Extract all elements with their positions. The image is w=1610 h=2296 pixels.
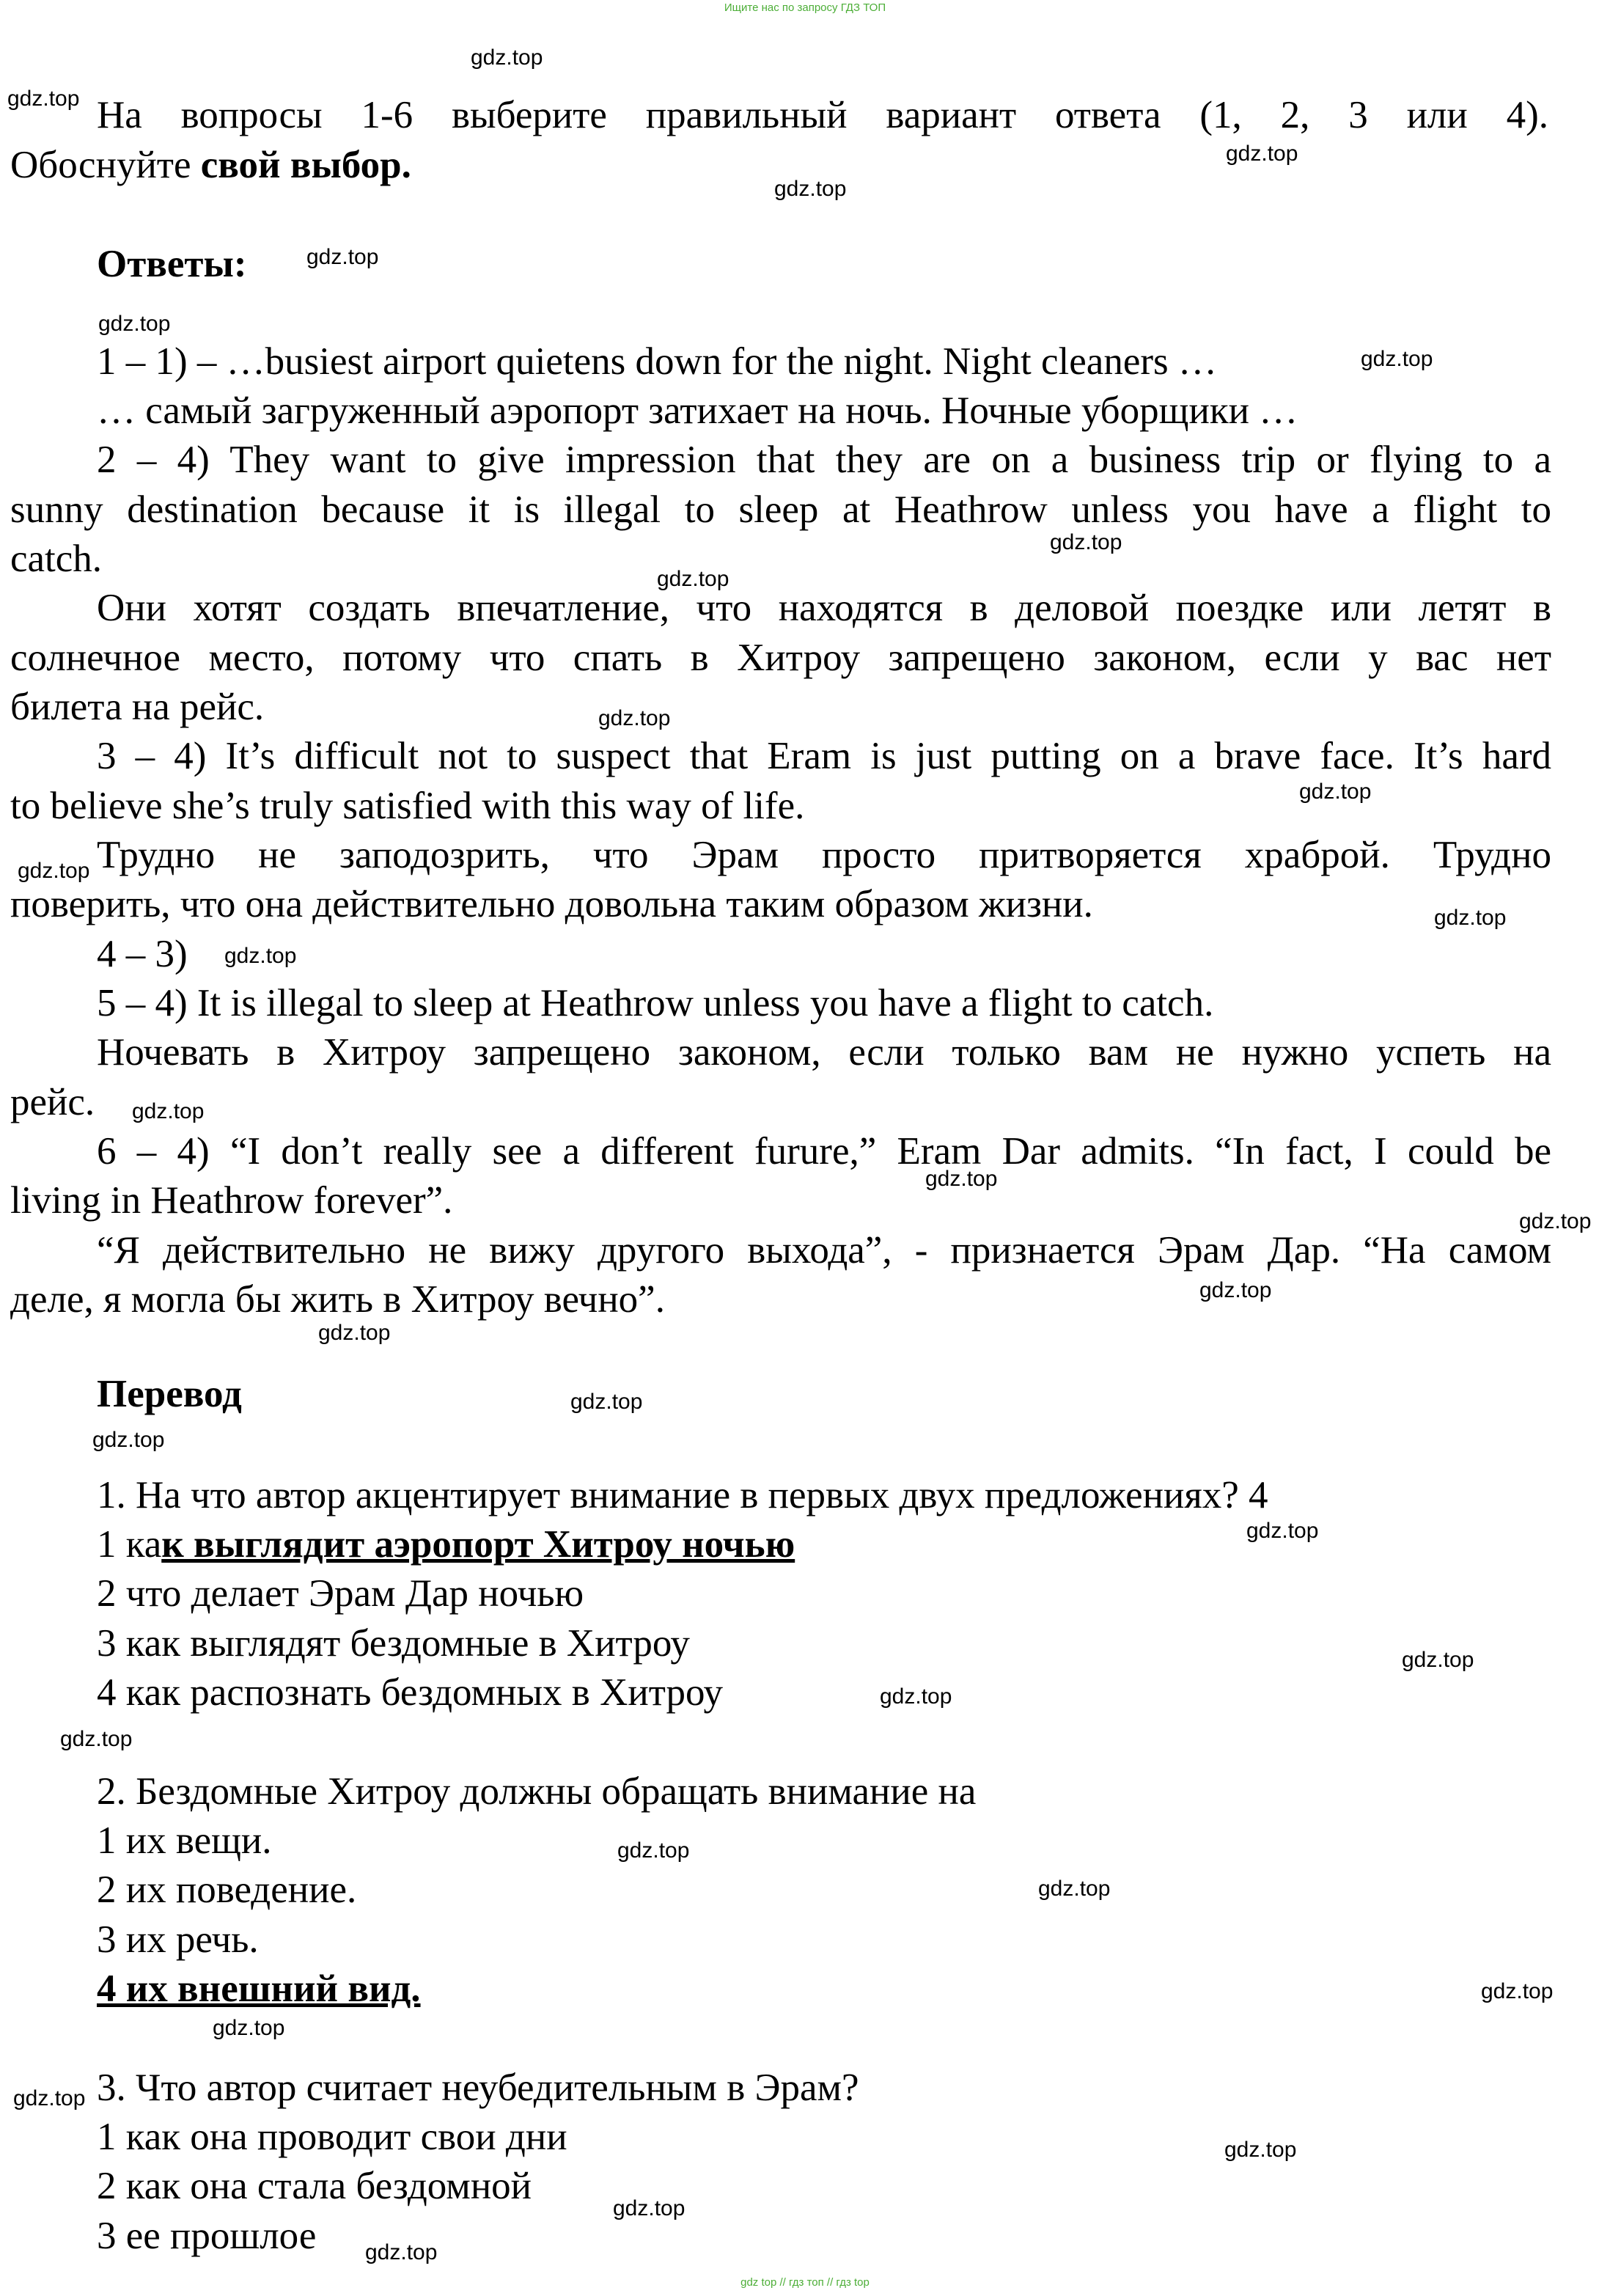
watermark: gdz.top <box>1246 1519 1319 1543</box>
watermark: gdz.top <box>1434 906 1507 930</box>
answer-4: 4 – 3) <box>97 933 188 975</box>
watermark: gdz.top <box>60 1727 133 1751</box>
answer-3-ru-2: поверить, что она действительно довольна таким образом жизни. <box>10 883 1093 925</box>
answer-3-ru-1: Трудно не заподозрить, что Эрам просто притворяется храброй. Трудно <box>97 834 1551 876</box>
watermark: gdz.top <box>1299 780 1372 804</box>
watermark: gdz.top <box>18 859 90 883</box>
watermark: gdz.top <box>1038 1877 1111 1901</box>
answer-3-en-1: 3 – 4) It’s difficult not to suspect that Eram is just putting on a brave face. It’s hard <box>97 735 1551 777</box>
answer-6-en-2: living in Heathrow forever”. <box>10 1179 453 1222</box>
watermark: gdz.top <box>98 312 171 336</box>
question-3-option-3: 3 ее прошлое <box>97 2215 317 2257</box>
answer-2-en-2: sunny destination because it is illegal to sleep at Heathrow unless you have a flight to <box>10 488 1551 531</box>
watermark: gdz.top <box>925 1167 998 1191</box>
question-1-option-1: 1 как выглядит аэропорт Хитроу ночью <box>97 1523 795 1566</box>
question-3-option-1: 1 как она проводит свои дни <box>97 2116 567 2158</box>
watermark: gdz.top <box>1402 1648 1474 1672</box>
watermark: gdz.top <box>306 245 379 269</box>
answer-1-en: 1 – 1) – …busiest airport quietens down for the night. Night cleaners … <box>97 340 1217 383</box>
question-1: 1. На что автор акцентирует внимание в первых двух предложениях? 4 <box>97 1474 1268 1516</box>
question-3: 3. Что автор считает неубедительным в Эрам? <box>97 2066 859 2109</box>
question-3-option-2: 2 как она стала бездомной <box>97 2165 532 2207</box>
question-1-option-4: 4 как распознать бездомных в Хитроу <box>97 1671 724 1714</box>
instruction-line-1: На вопросы 1-6 выберите правильный вариант ответа (1, 2, 3 или 4). <box>97 94 1548 136</box>
question-2: 2. Бездомные Хитроу должны обращать внимание на <box>97 1770 977 1813</box>
header-note: Ищите нас по запросу ГДЗ ТОП <box>724 1 886 14</box>
watermark: gdz.top <box>880 1684 952 1709</box>
question-1-correct-answer: к выглядит аэропорт Хитроу ночью <box>161 1523 795 1566</box>
watermark: gdz.top <box>471 45 543 70</box>
footer-note: gdz top // гдз топ // гдз top <box>740 2276 870 2289</box>
watermark: gdz.top <box>1224 2138 1297 2162</box>
watermark: gdz.top <box>617 1838 690 1863</box>
question-2-option-3: 3 их речь. <box>97 1918 259 1961</box>
answer-6-en-1: 6 – 4) “I don’t really see a different furure,” Eram Dar admits. “In fact, I could be <box>97 1130 1551 1173</box>
watermark: gdz.top <box>318 1321 391 1345</box>
translation-heading: Перевод <box>97 1373 242 1415</box>
answer-5-en: 5 – 4) It is illegal to sleep at Heathrow unless you have a flight to catch. <box>97 982 1214 1024</box>
answers-heading: Ответы: <box>97 243 247 285</box>
watermark: gdz.top <box>657 567 729 591</box>
watermark: gdz.top <box>92 1428 165 1452</box>
answer-1-ru: … самый загруженный аэропорт затихает на ночь. Ночные уборщики … <box>97 389 1298 432</box>
watermark: gdz.top <box>1226 142 1298 166</box>
question-2-correct-answer: 4 их внешний вид. <box>97 1967 421 2010</box>
watermark: gdz.top <box>1519 1209 1592 1233</box>
watermark: gdz.top <box>224 944 297 968</box>
answer-5-ru-1: Ночевать в Хитроу запрещено законом, если только вам не нужно успеть на <box>97 1031 1551 1074</box>
answer-6-ru-1: “Я действительно не вижу другого выхода”, - признается Эрам Дар. “На самом <box>97 1229 1551 1272</box>
watermark: gdz.top <box>7 87 80 111</box>
watermark: gdz.top <box>570 1390 643 1414</box>
watermark: gdz.top <box>774 177 847 201</box>
instruction-bold: свой выбор. <box>200 144 411 186</box>
question-1-option-3: 3 как выглядят бездомные в Хитроу <box>97 1622 690 1665</box>
question-2-option-2: 2 их поведение. <box>97 1868 357 1911</box>
watermark: gdz.top <box>13 2086 86 2110</box>
answer-6-ru-2: деле, я могла бы жить в Хитроу вечно”. <box>10 1278 665 1321</box>
question-2-option-1: 1 их вещи. <box>97 1819 272 1862</box>
answer-2-ru-3: билета на рейс. <box>10 686 265 728</box>
watermark: gdz.top <box>1050 530 1122 554</box>
answer-5-ru-2: рейс. <box>10 1081 95 1123</box>
answer-2-en-3: catch. <box>10 538 103 580</box>
answer-2-ru-2: солнечное место, потому что спать в Хитроу запрещено законом, если у вас нет <box>10 637 1551 679</box>
watermark: gdz.top <box>1481 1979 1554 2003</box>
watermark: gdz.top <box>365 2240 438 2264</box>
answer-2-ru-1: Они хотят создать впечатление, что находятся в деловой поездке или летят в <box>97 587 1551 629</box>
watermark: gdz.top <box>1361 347 1433 371</box>
watermark: gdz.top <box>132 1099 205 1123</box>
question-1-option-2: 2 что делает Эрам Дар ночью <box>97 1572 584 1615</box>
watermark: gdz.top <box>613 2196 685 2220</box>
watermark: gdz.top <box>598 706 671 730</box>
answer-2-en-1: 2 – 4) They want to give impression that they are on a business trip or flying to a <box>97 439 1551 481</box>
watermark: gdz.top <box>1199 1278 1272 1302</box>
answer-3-en-2: to believe she’s truly satisfied with this way of life. <box>10 785 805 827</box>
watermark: gdz.top <box>213 2016 285 2040</box>
instruction-line-2: Обоснуйте свой выбор. <box>10 144 411 186</box>
